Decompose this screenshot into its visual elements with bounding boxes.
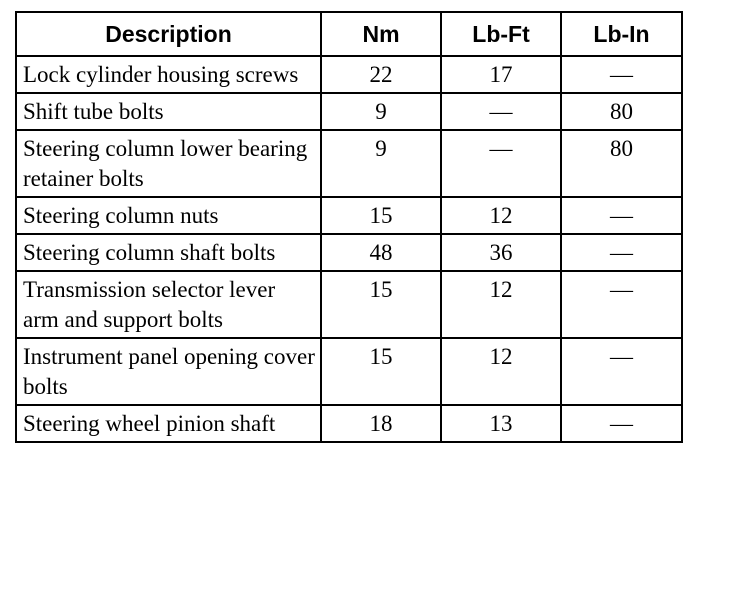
cell-description: Steering column shaft bolts [16, 234, 321, 271]
header-lb-ft: Lb-Ft [441, 12, 561, 56]
cell-lb-in: — [561, 405, 682, 442]
cell-lb-ft: — [441, 93, 561, 130]
table-row [16, 405, 682, 442]
table-row [16, 197, 682, 234]
cell-lb-ft: — [441, 130, 561, 197]
cell-nm: 9 [321, 130, 441, 197]
cell-description: Steering column lower bearing retainer bolts [16, 130, 321, 197]
cell-nm: 15 [321, 197, 441, 234]
cell-description: Instrument panel opening cover bolts [16, 338, 321, 405]
cell-description: Transmission selector lever arm and support bolts [16, 271, 321, 338]
table-row [16, 130, 682, 197]
cell-lb-in: — [561, 56, 682, 93]
cell-nm: 48 [321, 234, 441, 271]
cell-nm: 22 [321, 56, 441, 93]
cell-description: Steering column nuts [16, 197, 321, 234]
cell-lb-in: — [561, 271, 682, 338]
cell-lb-in: 80 [561, 130, 682, 197]
cell-lb-in: — [561, 197, 682, 234]
cell-lb-in: 80 [561, 93, 682, 130]
cell-description: Lock cylinder housing screws [16, 56, 321, 93]
table-row [16, 338, 682, 405]
cell-lb-ft: 12 [441, 338, 561, 405]
cell-lb-ft: 12 [441, 271, 561, 338]
cell-nm: 9 [321, 93, 441, 130]
cell-lb-ft: 12 [441, 197, 561, 234]
cell-nm: 15 [321, 338, 441, 405]
header-nm: Nm [321, 12, 441, 56]
header-lb-in: Lb-In [561, 12, 682, 56]
cell-lb-ft: 13 [441, 405, 561, 442]
table-row [16, 271, 682, 338]
table-row [16, 56, 682, 93]
header-row [16, 12, 682, 56]
torque-specification-table [15, 11, 683, 443]
cell-lb-ft: 36 [441, 234, 561, 271]
cell-description: Shift tube bolts [16, 93, 321, 130]
cell-nm: 15 [321, 271, 441, 338]
cell-lb-ft: 17 [441, 56, 561, 93]
header-description: Description [16, 12, 321, 56]
table-row [16, 93, 682, 130]
table-row [16, 234, 682, 271]
cell-description: Steering wheel pinion shaft [16, 405, 321, 442]
cell-lb-in: — [561, 338, 682, 405]
cell-lb-in: — [561, 234, 682, 271]
cell-nm: 18 [321, 405, 441, 442]
